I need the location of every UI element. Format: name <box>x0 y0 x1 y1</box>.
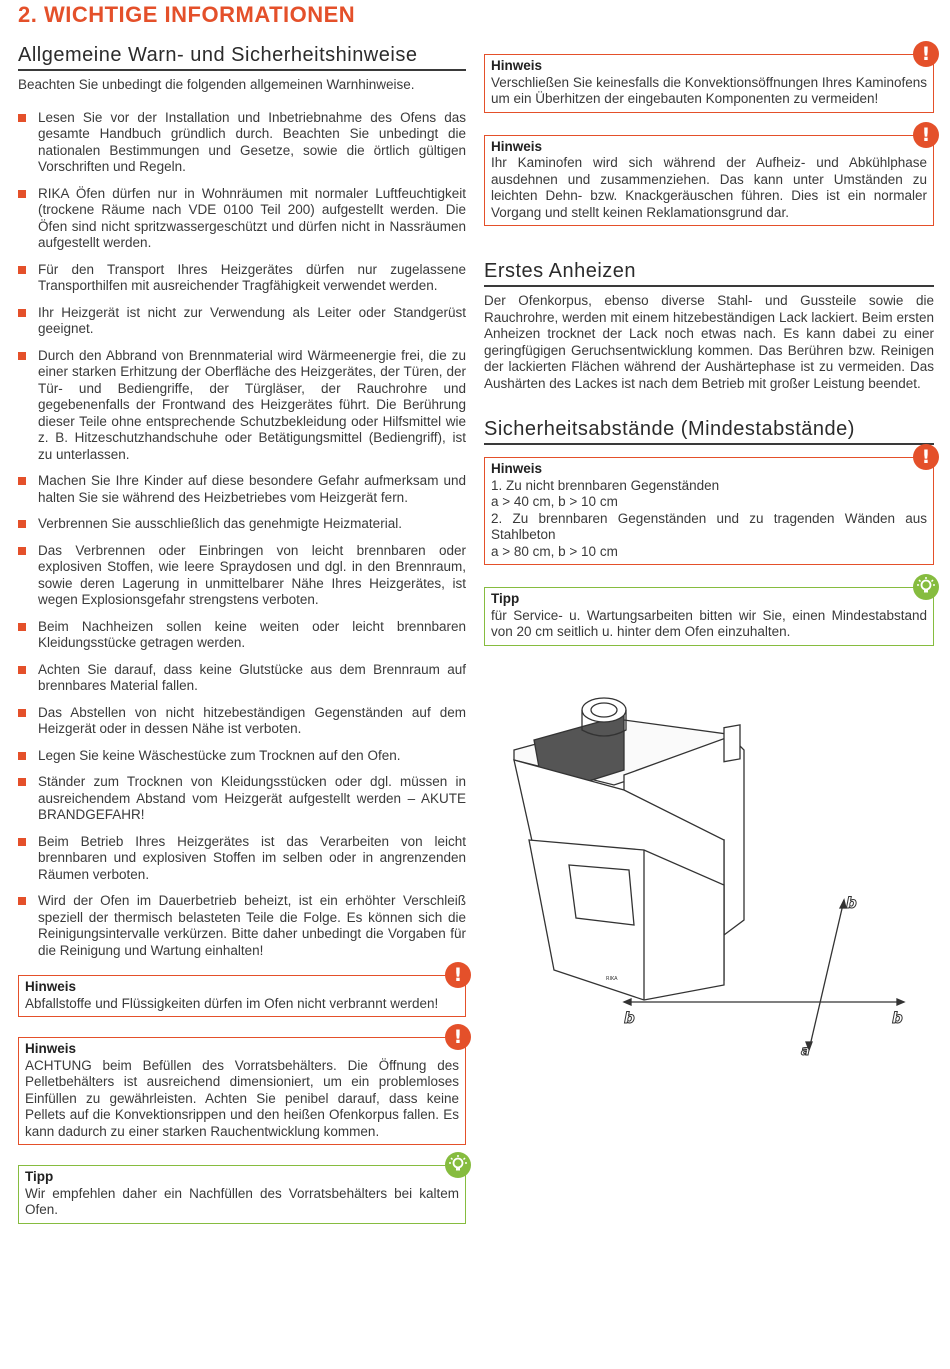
bullet-square-icon <box>18 309 26 317</box>
label-b-left: b <box>624 1009 635 1027</box>
left-column <box>18 44 466 1224</box>
section-heading-safety-distances: Sicherheitsabstände (Mindestabstände) <box>484 418 934 445</box>
bullet-square-icon <box>18 623 26 631</box>
list-item: Legen Sie keine Wäschestücke zum Trocknen auf den Ofen. <box>18 748 466 765</box>
bullet-square-icon <box>18 266 26 274</box>
list-item: Achten Sie darauf, dass keine Glutstücke aus dem Brennraum auf brennbares Material fallen. <box>18 662 466 695</box>
bullet-square-icon <box>18 477 26 485</box>
hint-box-waste: ! Hinweis Abfallstoffe und Flüssigkeiten dürfen im Ofen nicht verbrannt werden! <box>18 975 466 1017</box>
stove-illustration <box>484 680 934 1060</box>
right-column <box>484 44 934 646</box>
exclamation-icon: ! <box>913 41 939 67</box>
bullet-square-icon <box>18 190 26 198</box>
section-heading-first-heating: Erstes Anheizen <box>484 260 934 287</box>
list-item: Das Verbrennen oder Einbringen von leicht brennbaren oder explosiven Stoffen, wie leere Spraydosen und dgl. in den Brennraum, sowie deren Lagerung in unmittelbarer Nähe Ihres Heizgerätes, ist wegen Explosionsgefahr strengstens verboten. <box>18 543 466 609</box>
tip-box-service: Tipp für Service- u. Wartungsarbeiten bitten wir Sie, einen Mindestabstand von 20 cm seitlich u. hinter dem Ofen einzuhalten. <box>484 587 934 646</box>
bullet-square-icon <box>18 709 26 717</box>
list-item: Für den Transport Ihres Heizgerätes dürfen nur zugelassene Transporthilfen mit ausreichender Tragfähigkeit verwendet werden. <box>18 262 466 295</box>
bullet-square-icon <box>18 114 26 122</box>
hint-box-expansion: ! Hinweis Ihr Kaminofen wird sich während der Aufheiz- und Abkühlphase ausdehnen und zusammenziehen. Das kann unter Umständen zu leichten Dehn- bzw. Knackgeräuschen führen. Dies ist ein normaler Vorgang und stellt keinen Reklamationsgrund dar. <box>484 135 934 227</box>
bullet-square-icon <box>18 520 26 528</box>
bullet-square-icon <box>18 838 26 846</box>
label-b-right: b <box>892 1009 903 1027</box>
first-heating-text: Der Ofenkorpus, ebenso diverse Stahl- und Gussteile sowie die Rauchrohre, werden mit einem hitzebeständigen Lack lackiert. Beim ersten Anheizen trocknet der Lack noch etwas nach. Es kann dabei zu einer geringfügigen Geruchsentwicklung kommen. Das Berühren bzw. Reinigen der lackierten Flächen während der Aushärtephase ist zu vermeiden. Das Aushärten des Lackes ist nach dem Betrieb mit großer Leistung beendet. <box>484 293 934 391</box>
exclamation-icon: ! <box>913 122 939 148</box>
label-b-top: b <box>846 894 857 912</box>
hint-box-distances: ! Hinweis 1. Zu nicht brennbaren Gegenständen a > 40 cm, b > 10 cm 2. Zu brennbaren Gegenständen und zu tragenden Wänden aus Stahlbeton a > 80 cm, b > 10 cm <box>484 457 934 565</box>
list-item: RIKA Öfen dürfen nur in Wohnräumen mit normaler Luftfeuchtigkeit (trockene Räume nach VDE 0100 Teil 200) aufgestellt werden. Die Öfen sind nicht spritzwassergeschützt und dürfen nicht in Nassräumen aufgestellt werden. <box>18 186 466 252</box>
lightbulb-icon <box>445 1152 471 1178</box>
bullet-square-icon <box>18 352 26 360</box>
list-item: Beim Nachheizen sollen keine weiten oder leicht brennbaren Kleidungsstücke getragen werden. <box>18 619 466 652</box>
list-item: Verbrennen Sie ausschließlich das genehmigte Heizmaterial. <box>18 516 466 533</box>
exclamation-icon: ! <box>913 444 939 470</box>
bullet-square-icon <box>18 778 26 786</box>
list-item: Durch den Abbrand von Brennmaterial wird Wärmeenergie frei, die zu einer starken Erhitzung der Oberfläche des Heizgerätes, der Türen, der Tür- und Bediengriffe, der Türgläser, der Rauchrohre und gegebenenfalls der Frontwand des Heizgerätes führt. Die Berührung dieser Teile ohne entsprechende Schutzbekleidung oder Hilfsmittel wie z. B. Hitzeschutzhandschuhe oder Betätigungsmittel (Bediengriff), ist zu unterlassen. <box>18 348 466 464</box>
lightbulb-icon <box>913 574 939 600</box>
list-item: Ihr Heizgerät ist nicht zur Verwendung als Leiter oder Standgerüst geeignet. <box>18 305 466 338</box>
hint-box-refill: ! Hinweis ACHTUNG beim Befüllen des Vorratsbehälters. Die Öffnung des Pelletbehälters ist ausreichend dimensioniert, um ein problemloses Einfüllen zu gewährleisten. Achten Sie penibel darauf, dass keine Pellets auf die Konvektionsrippen und den heißen Ofenkorpus fallen. Es kann dadurch zu einer starken Rauchentwicklung kommen. <box>18 1037 466 1145</box>
page-title: 2. WICHTIGE INFORMATIONEN <box>18 2 356 27</box>
bullet-square-icon <box>18 547 26 555</box>
exclamation-icon: ! <box>445 962 471 988</box>
hint-box-convection: ! Hinweis Verschließen Sie keinesfalls die Konvektionsöffnungen Ihres Kaminofens um ein Überhitzen der eingebauten Komponenten zu vermeiden! <box>484 54 934 113</box>
list-item: Das Abstellen von nicht hitzebeständigen Gegenständen auf dem Heizgerät oder in dessen Nähe ist verboten. <box>18 705 466 738</box>
brand-logo: RIKA <box>606 976 618 982</box>
label-a: a <box>801 1044 810 1059</box>
list-item: Ständer zum Trocknen von Kleidungsstücken oder dgl. müssen in ausreichendem Abstand vom Heizgerät aufgestellt werden – AKUTE BRANDGEFAHR! <box>18 774 466 824</box>
exclamation-icon: ! <box>445 1024 471 1050</box>
list-item: Machen Sie Ihre Kinder auf diese besondere Gefahr aufmerksam und halten Sie sie während des Heizbetriebes vom Heizgerät fern. <box>18 473 466 506</box>
stove-distance-figure <box>484 680 934 1060</box>
warnings-intro: Beachten Sie unbedingt die folgenden allgemeinen Warnhinweise. <box>18 77 415 92</box>
list-item: Beim Betrieb Ihres Heizgerätes ist das Verarbeiten von leicht brennbaren und explosiven Stoffen im selben oder in angrenzenden Räumen verboten. <box>18 834 466 884</box>
section-heading-warnings: Allgemeine Warn- und Sicherheitshinweise <box>18 44 466 71</box>
list-item: Wird der Ofen im Dauerbetrieb beheizt, ist ein erhöhter Verschleiß speziell der thermisch belasteten Teile die Folge. Es können sich die Reinigungsintervalle verkürzen. Bitte daher unbedingt die Vorgaben für die Reinigung und Wartung einhalten! <box>18 893 466 959</box>
bullet-square-icon <box>18 666 26 674</box>
warning-list <box>18 110 466 960</box>
list-item: Lesen Sie vor der Installation und Inbetriebnahme des Ofens das gesamte Handbuch gründlich durch. Beachten Sie unbedingt die nationalen Bestimmungen und Gesetze, sowie die örtlich gültigen Vorschriften und Regeln. <box>18 110 466 176</box>
bullet-square-icon <box>18 897 26 905</box>
tip-box-refill: Tipp Wir empfehlen daher ein Nachfüllen des Vorratsbehälters bei kaltem Ofen. <box>18 1165 466 1224</box>
bullet-square-icon <box>18 752 26 760</box>
